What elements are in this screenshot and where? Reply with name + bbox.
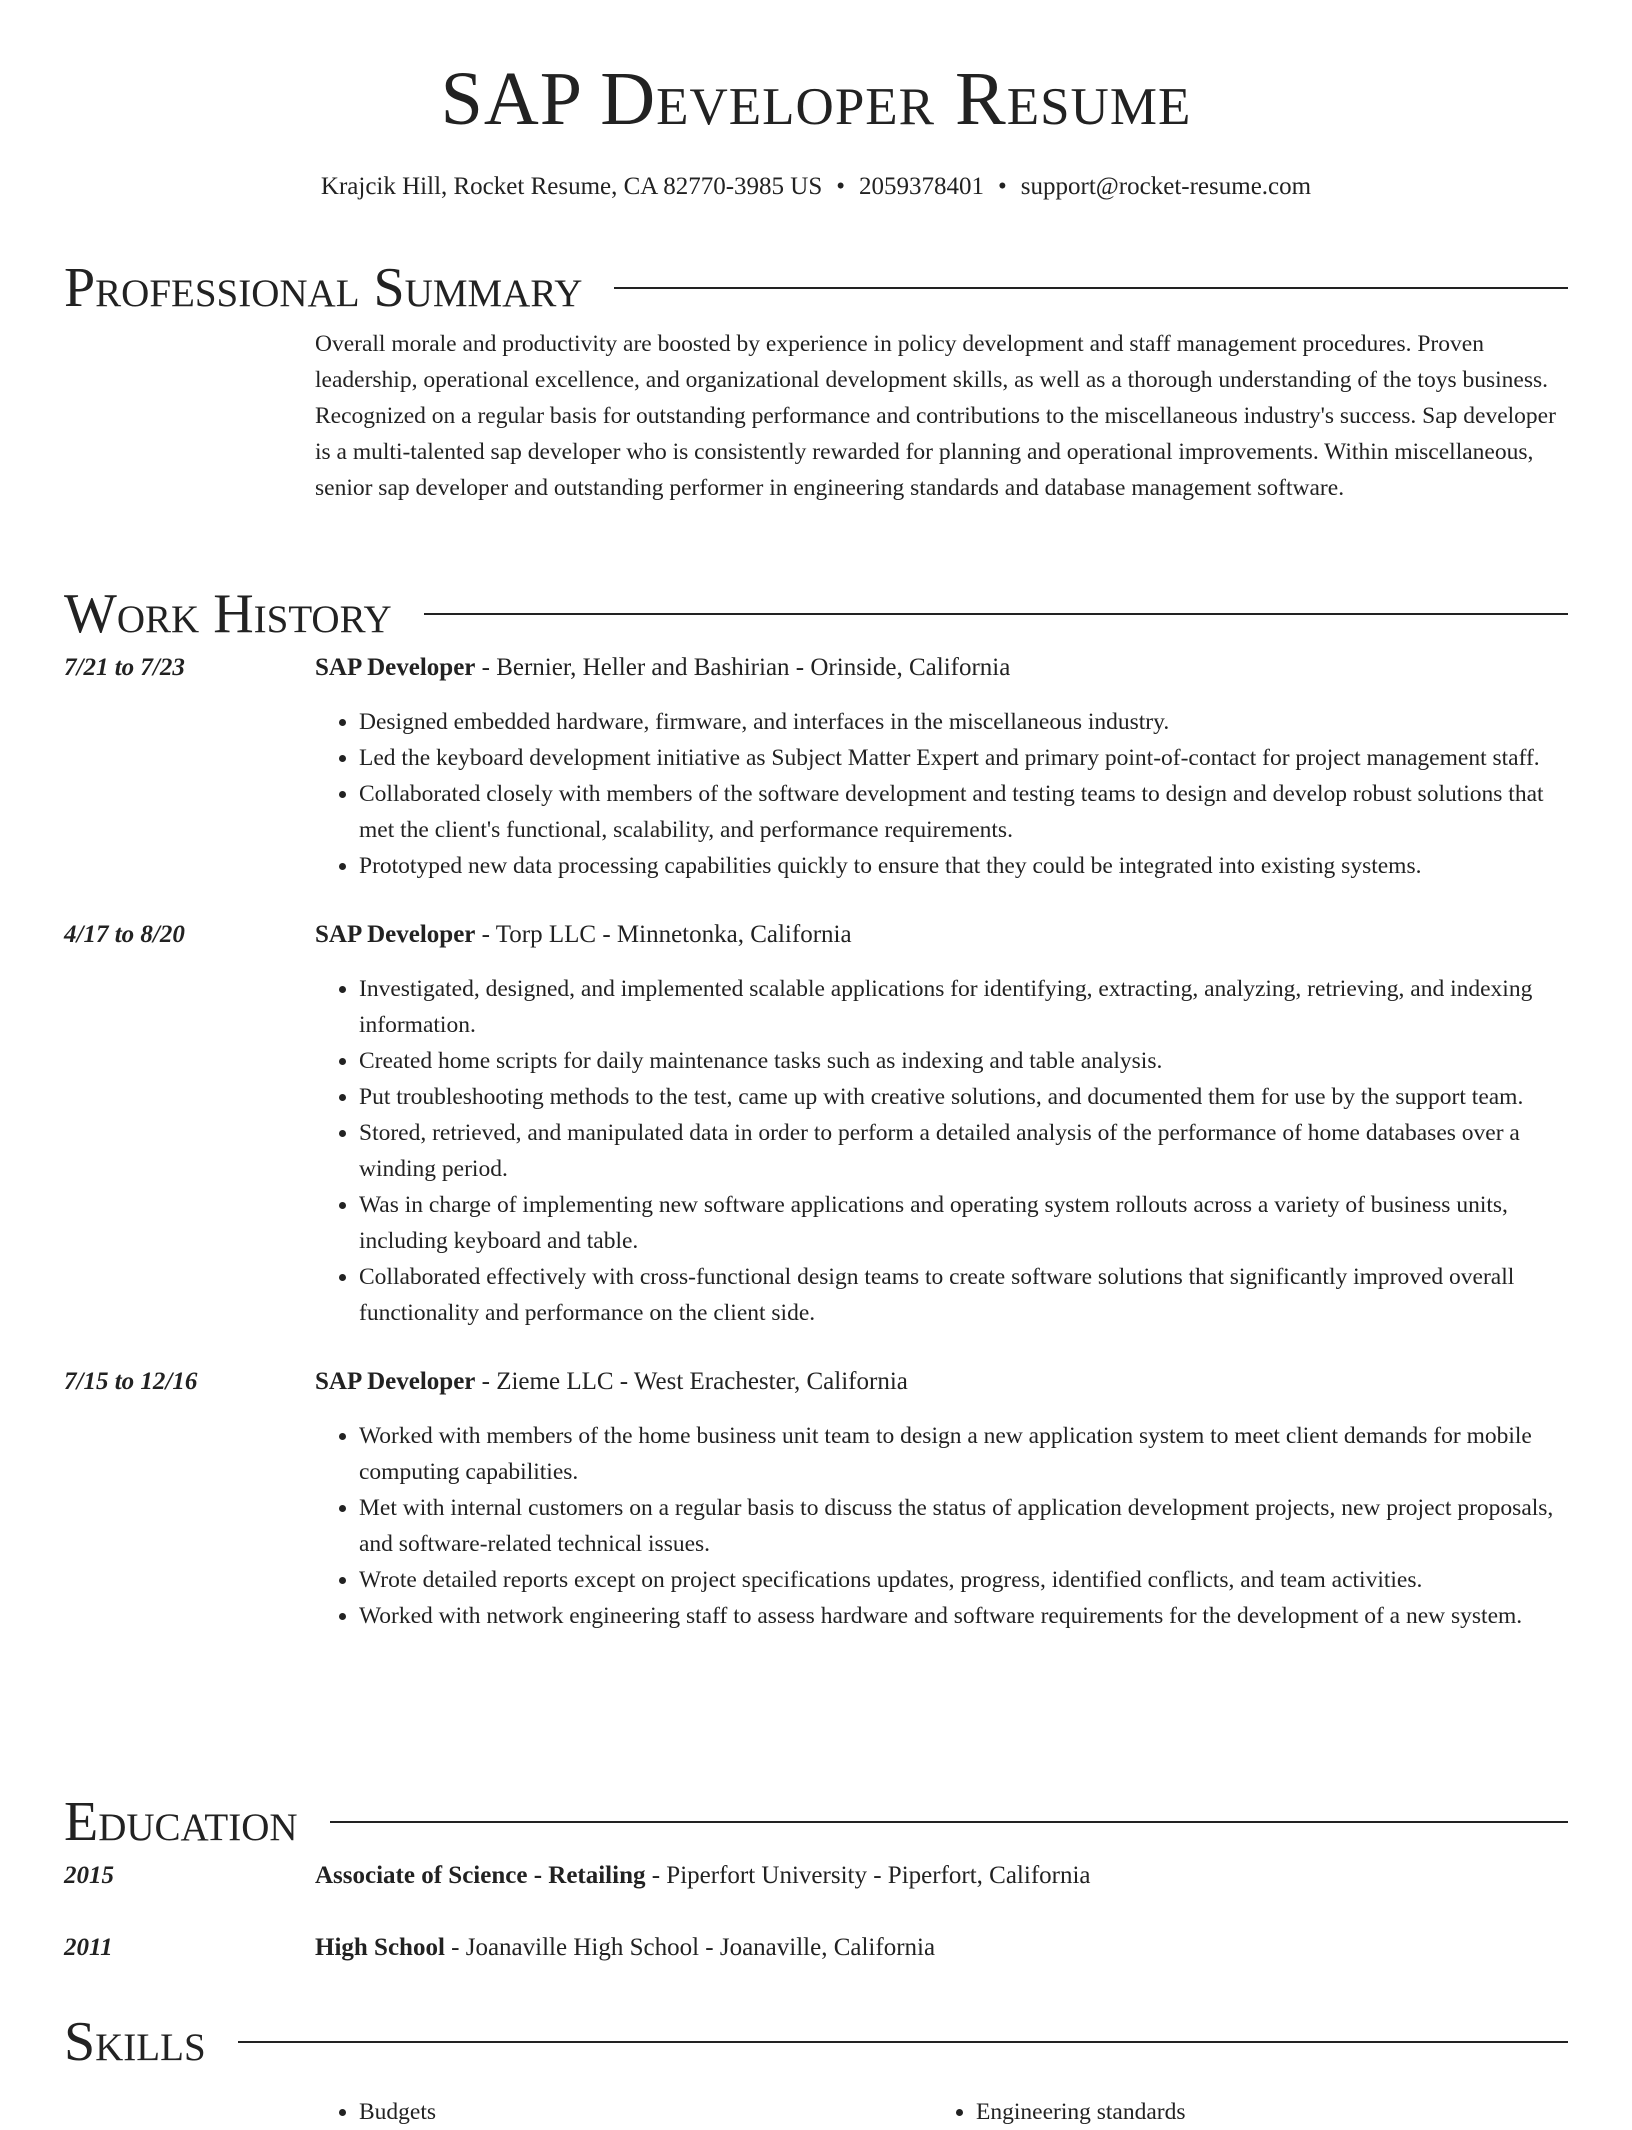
list-item: • Led the keyboard development initiative as Subject Matter Expert and primary point-of-contact for project management staff.	[359, 740, 1568, 776]
contact-phone: 2059378401	[859, 172, 985, 200]
list-item: • Worked with network engineering staff to assess hardware and software requirements for the development of a new system.	[359, 1598, 1568, 1634]
education-degree: Associate of Science - Retailing	[315, 1862, 646, 1889]
job-entry	[64, 1364, 1568, 1634]
skills-columns	[315, 2094, 1568, 2130]
job-bullets	[315, 971, 1568, 1331]
education-body	[315, 1930, 1568, 1966]
section-divider	[424, 613, 1568, 615]
work-history-heading: Work History	[64, 583, 392, 645]
job-body	[315, 650, 1568, 884]
job-header	[315, 650, 1568, 686]
education-section	[64, 1792, 1568, 1966]
job-title: SAP Developer	[315, 654, 476, 681]
section-divider	[614, 287, 1568, 289]
contact-separator: •	[998, 172, 1007, 200]
contact-line	[0, 172, 1632, 202]
education-year: 2015	[64, 1862, 114, 1889]
list-item: • Collaborated effectively with cross-functional design teams to create software solutions that significantly improved overall functionality and performance on the client side.	[359, 1259, 1568, 1331]
education-entry	[64, 1930, 1568, 1966]
list-item: • Stored, retrieved, and manipulated data in order to perform a detailed analysis of the performance of home databases over a winding period.	[359, 1115, 1568, 1187]
summary-heading: Professional Summary	[64, 257, 583, 319]
summary-text: Overall morale and productivity are boosted by experience in policy development and staff management procedures. Proven leadership, operational excellence, and organizational development skills, as well as a thorough understanding of the toys business. Recognized on a regular basis for outstanding performance and contributions to the miscellaneous industry's success. Sap developer is a multi-talented sap developer who is consistently rewarded for planning and operational improvements. Within miscellaneous, senior sap developer and outstanding performer in engineering standards and database management software.	[315, 331, 1556, 501]
contact-email: support@rocket-resume.com	[1020, 172, 1312, 200]
education-details: - Piperfort University - Piperfort, California	[645, 1862, 1091, 1889]
list-item: • Was in charge of implementing new software applications and operating system rollouts across a variety of business units, including keyboard and table.	[359, 1187, 1568, 1259]
education-body	[315, 1858, 1568, 1894]
list-item: • Put troubleshooting methods to the test, came up with creative solutions, and documented them for use by the support team.	[359, 1079, 1568, 1115]
job-dates: 7/21 to 7/23	[64, 654, 185, 681]
education-degree: High School	[315, 1934, 445, 1961]
list-item: • Investigated, designed, and implemented scalable applications for identifying, extracting, analyzing, retrieving, and indexing information.	[359, 971, 1568, 1043]
job-details: - Bernier, Heller and Bashirian - Orinside, California	[475, 654, 1011, 681]
section-divider	[330, 1821, 1568, 1823]
job-entry	[64, 650, 1568, 884]
job-body	[315, 917, 1568, 1331]
education-heading: Education	[64, 1791, 298, 1853]
job-details: - Zieme LLC - West Erachester, California	[475, 1368, 908, 1395]
job-header	[315, 1364, 1568, 1400]
list-item: • Wrote detailed reports except on project specifications updates, progress, identified conflicts, and team activities.	[359, 1562, 1568, 1598]
skills-heading: Skills	[64, 2011, 206, 2073]
job-title: SAP Developer	[315, 1368, 476, 1395]
education-year: 2011	[64, 1934, 113, 1961]
job-bullets	[315, 1418, 1568, 1634]
section-heading	[64, 258, 1568, 318]
job-header	[315, 917, 1568, 953]
summary-section	[64, 258, 1568, 506]
list-item: • Created home scripts for daily maintenance tasks such as indexing and table analysis.	[359, 1043, 1568, 1079]
job-entry	[64, 917, 1568, 1331]
skills-list-left	[315, 2094, 932, 2130]
list-item: • Prototyped new data processing capabilities quickly to ensure that they could be integrated into existing systems.	[359, 848, 1568, 884]
skills-list-right	[932, 2094, 1549, 2130]
job-dates: 4/17 to 8/20	[64, 921, 185, 948]
list-item: • Engineering standards	[976, 2094, 1549, 2130]
job-details: - Torp LLC - Minnetonka, California	[475, 921, 852, 948]
skills-section	[64, 2012, 1568, 2130]
list-item: • Collaborated closely with members of the software development and testing teams to design and develop robust solutions that met the client's functional, scalability, and performance requirements.	[359, 776, 1568, 848]
education-details: - Joanaville High School - Joanaville, California	[444, 1934, 936, 1961]
job-dates: 7/15 to 12/16	[64, 1368, 198, 1395]
section-heading	[64, 1792, 1568, 1852]
page-title: SAP Developer Resume	[440, 57, 1192, 141]
section-heading	[64, 584, 1568, 644]
job-bullets	[315, 704, 1568, 884]
contact-address: Krajcik Hill, Rocket Resume, CA 82770-3985 US	[320, 172, 823, 200]
job-title: SAP Developer	[315, 921, 476, 948]
list-item: • Budgets	[359, 2094, 932, 2130]
section-heading	[64, 2012, 1568, 2072]
job-body	[315, 1364, 1568, 1634]
education-entry	[64, 1858, 1568, 1894]
list-item: • Met with internal customers on a regular basis to discuss the status of application development projects, new project proposals, and software-related technical issues.	[359, 1490, 1568, 1562]
section-divider	[238, 2041, 1568, 2043]
work-history-section	[64, 584, 1568, 1634]
contact-separator: •	[836, 172, 846, 200]
list-item: • Designed embedded hardware, firmware, and interfaces in the miscellaneous industry.	[359, 704, 1568, 740]
list-item: • Worked with members of the home business unit team to design a new application system to meet client demands for mobile computing capabilities.	[359, 1418, 1568, 1490]
